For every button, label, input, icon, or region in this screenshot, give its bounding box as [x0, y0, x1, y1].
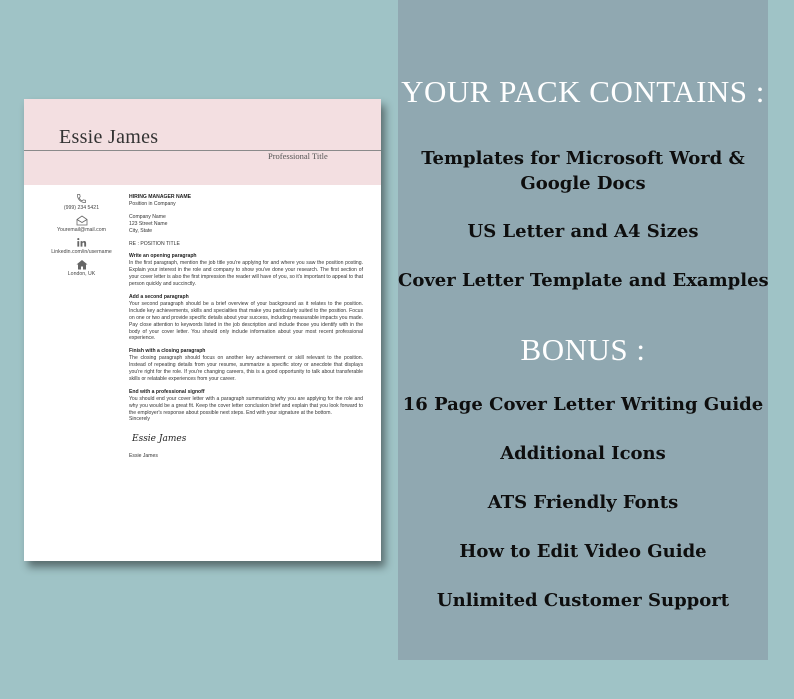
linkedin-icon	[76, 237, 87, 248]
contact-column	[24, 193, 139, 281]
phone-icon	[76, 193, 87, 204]
contact-linkedin	[24, 237, 139, 256]
signature: Essie James	[132, 434, 187, 445]
bonus-item: How to Edit Video Guide	[459, 541, 707, 562]
letter-body	[129, 194, 363, 460]
cover-letter-preview	[24, 99, 381, 561]
section-heading: Finish with a closing paragraph	[129, 348, 206, 355]
bonus-heading: BONUS :	[520, 332, 646, 367]
section-paragraph: In the first paragraph, mention the job title you're applying for and where you saw the position posting. Explain your interest in the role and company to show you've done your research. The first section of your cover letter is also the first impression the reader will have of you, so it's important to appeal to that person quickly and succinctly.	[129, 260, 363, 288]
pack-item: Cover Letter Template and Examples	[398, 270, 769, 291]
email-text: Youremail@mail.com	[57, 227, 106, 233]
bonus-item: Unlimited Customer Support	[436, 590, 730, 611]
letter-name: Essie James	[59, 126, 159, 148]
envelope-icon	[76, 215, 88, 226]
home-icon	[76, 259, 88, 270]
recipient-name: HIRING MANAGER NAME	[129, 194, 191, 200]
linkedin-text: Linkedin.com/in/username	[51, 249, 112, 255]
street-address: 123 Street Name	[129, 220, 168, 227]
location-text: London, UK	[67, 271, 96, 277]
contact-phone	[24, 193, 139, 212]
recipient-position: Position in Company	[129, 200, 176, 207]
contact-email	[24, 215, 139, 234]
section-heading: Write an opening paragraph	[129, 253, 197, 260]
pack-contents-panel	[398, 0, 768, 660]
bonus-item: ATS Friendly Fonts	[487, 492, 679, 513]
re-line: RE : POSITION TITLE	[129, 240, 180, 247]
section-paragraph: Your second paragraph should be a brief overview of your background as it relates to the position. Include key achievements, skills and specialties that make you particularly suited to the position. Focus on one or two and provide specific details about your success, including measurable impacts you made. Pay close attention to keywords listed in the job description and include those you identify with in the body of your cover letter. You should only include information about your most recent professional experience.	[129, 300, 363, 342]
bonus-item: 16 Page Cover Letter Writing Guide	[402, 394, 764, 415]
closing-text: Sincerely	[129, 416, 150, 423]
section-paragraph: The closing paragraph should focus on another key achievement or skill relevant to the position. Instead of repeating details from your resume, summarize a specific story or anecdote that displays you're right for the role. If you're changing careers, this is a good opportunity to talk about transferable skills or relatable experiences from your career.	[129, 355, 363, 382]
city-state: City, State	[129, 227, 153, 234]
company-name: Company Name	[129, 213, 166, 220]
signed-name: Essie James	[129, 453, 158, 460]
section-heading: Add a second paragraph	[129, 293, 189, 300]
section-paragraph: You should end your cover letter with a paragraph summarizing why you are applying for the role and why you would be a great fit. Keep the cover letter conclusion brief and explain that you look forward to the employer's response about possible next steps. End with your signature at the bottom.	[129, 395, 363, 416]
section-heading: End with a professional signoff	[129, 388, 205, 395]
letter-header	[24, 99, 381, 185]
professional-title: Professional Title	[268, 151, 328, 161]
pack-item: Templates for Microsoft Word &	[421, 148, 745, 169]
bonus-item: Additional Icons	[500, 443, 666, 464]
pack-heading: YOUR PACK CONTAINS :	[401, 74, 765, 109]
phone-text: (999) 234 5421	[63, 205, 100, 211]
contact-location	[24, 259, 139, 278]
pack-item: Google Docs	[520, 173, 646, 194]
pack-item: US Letter and A4 Sizes	[467, 221, 699, 242]
